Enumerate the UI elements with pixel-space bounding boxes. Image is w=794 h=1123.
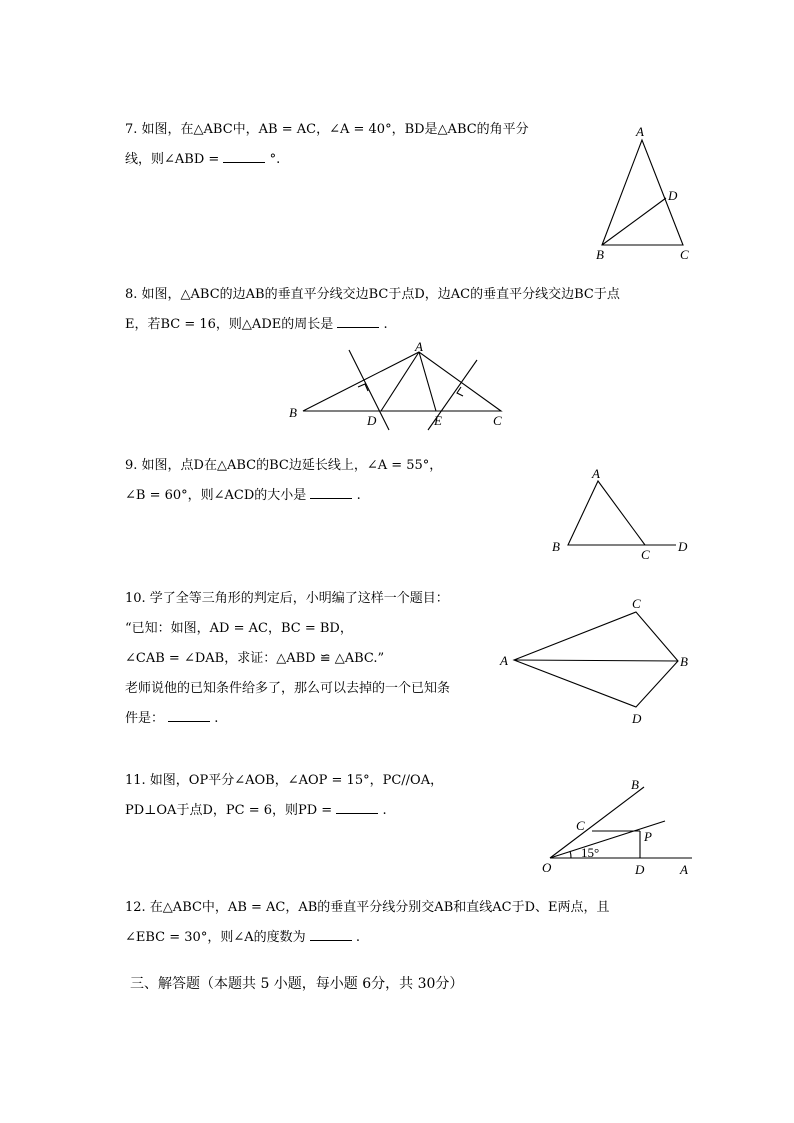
label-d: D xyxy=(632,711,642,726)
question-7 xyxy=(125,115,529,175)
figure-q7 xyxy=(590,120,710,265)
segment-ae xyxy=(419,352,436,411)
question-12-text-a: ∠EBC = 30°，则∠A的度数为 xyxy=(125,930,306,945)
triangle-abc xyxy=(303,352,501,411)
answer-blank-9[interactable] xyxy=(310,484,352,499)
question-9-text-b: . xyxy=(356,488,361,503)
bisector-bd xyxy=(602,198,666,245)
question-12-text-b: . xyxy=(355,930,361,945)
label-c: C xyxy=(576,818,585,833)
answer-blank-7[interactable] xyxy=(223,148,265,163)
question-8-line-1: 8. 如图，△ABC的边AB的垂直平分线交边BC于点D，边AC的垂直平分线交边BC于点 xyxy=(125,287,620,302)
question-8-text-a: E，若BC = 16，则△ADE的周长是 xyxy=(125,317,334,332)
question-10-text-b: . xyxy=(214,711,219,726)
figure-q11 xyxy=(540,777,700,877)
question-10-line-2: “已知：如图，AD = AC，BC = BD， xyxy=(125,621,353,636)
question-8-text-b: . xyxy=(383,317,388,332)
angle-label-15: 15° xyxy=(581,845,600,860)
answer-blank-10[interactable] xyxy=(168,707,210,722)
label-b: B xyxy=(552,539,560,554)
label-a: A xyxy=(680,862,688,877)
question-11 xyxy=(125,766,443,826)
label-d: D xyxy=(678,539,688,554)
question-12 xyxy=(125,893,610,953)
label-b: B xyxy=(596,247,604,262)
label-p: P xyxy=(644,829,652,844)
answer-blank-11[interactable] xyxy=(336,799,378,814)
question-9 xyxy=(125,451,442,511)
question-12-line-1: 12. 在△ABC中，AB = AC，AB的垂直平分线分别交AB和直线AC于D、E两点，且 xyxy=(125,900,610,915)
segment-ad xyxy=(381,352,419,411)
label-c: C xyxy=(493,413,502,428)
quadrilateral-acbd xyxy=(514,612,678,707)
question-7-line-1: 7. 如图，在△ABC中，AB = AC，∠A = 40°，BD是△ABC的角平分 xyxy=(125,122,529,137)
right-angle-mark-ac xyxy=(457,387,463,396)
question-9-line-1: 9. 如图，点D在△ABC的BC边延长线上，∠A = 55°， xyxy=(125,458,443,473)
question-9-line-2 xyxy=(125,481,442,511)
label-c: C xyxy=(680,247,689,262)
label-b: B xyxy=(631,777,639,792)
question-10-text-a: 件是： xyxy=(125,711,165,726)
question-11-line-1: 11. 如图，OP平分∠AOB，∠AOP = 15°，PC//OA， xyxy=(125,773,444,788)
label-d: D xyxy=(635,862,645,877)
label-d: D xyxy=(668,188,678,203)
diagonal-ab xyxy=(514,660,678,661)
question-7-text-b: °. xyxy=(269,152,281,167)
label-e: E xyxy=(434,413,442,428)
label-o: O xyxy=(542,860,552,875)
figure-q10 xyxy=(498,595,698,730)
question-10-line-5 xyxy=(125,704,450,734)
question-8-line-2 xyxy=(125,310,620,340)
question-11-text-b: . xyxy=(382,803,387,818)
question-10-line-3: ∠CAB = ∠DAB，求证：△ABD ≌ △ABC.” xyxy=(125,651,385,666)
answer-blank-8[interactable] xyxy=(337,313,379,328)
question-10 xyxy=(125,584,450,734)
question-10-line-1: 10. 学了全等三角形的判定后，小明编了这样一个题目： xyxy=(125,591,449,606)
question-9-text-a: ∠B = 60°，则∠ACD的大小是 xyxy=(125,488,307,503)
label-c: C xyxy=(641,547,650,562)
label-a: A xyxy=(415,339,423,354)
label-c: C xyxy=(632,596,641,611)
figure-q9 xyxy=(548,465,698,565)
question-12-line-2 xyxy=(125,923,610,953)
question-11-text-a: PD⊥OA于点D，PC = 6，则PD = xyxy=(125,803,333,818)
angle-arc-15 xyxy=(570,851,571,858)
label-d: D xyxy=(367,413,377,428)
label-a: A xyxy=(636,124,644,139)
question-8 xyxy=(125,280,620,340)
question-7-line-2 xyxy=(125,145,529,175)
answer-blank-12[interactable] xyxy=(310,926,352,941)
figure-q8 xyxy=(285,340,510,435)
section-3-title: 三、解答题（本题共 5 小题，每小题 6分，共 30分） xyxy=(130,976,464,992)
question-7-text-a: 线，则∠ABD = xyxy=(125,152,220,167)
triangle-abc xyxy=(568,481,645,545)
question-10-line-4: 老师说他的已知条件给多了，那么可以去掉的一个已知条 xyxy=(125,681,451,696)
label-a: A xyxy=(500,653,508,668)
question-11-line-2 xyxy=(125,796,443,826)
label-b: B xyxy=(680,654,688,669)
label-a: A xyxy=(592,466,600,481)
label-b: B xyxy=(289,405,297,420)
